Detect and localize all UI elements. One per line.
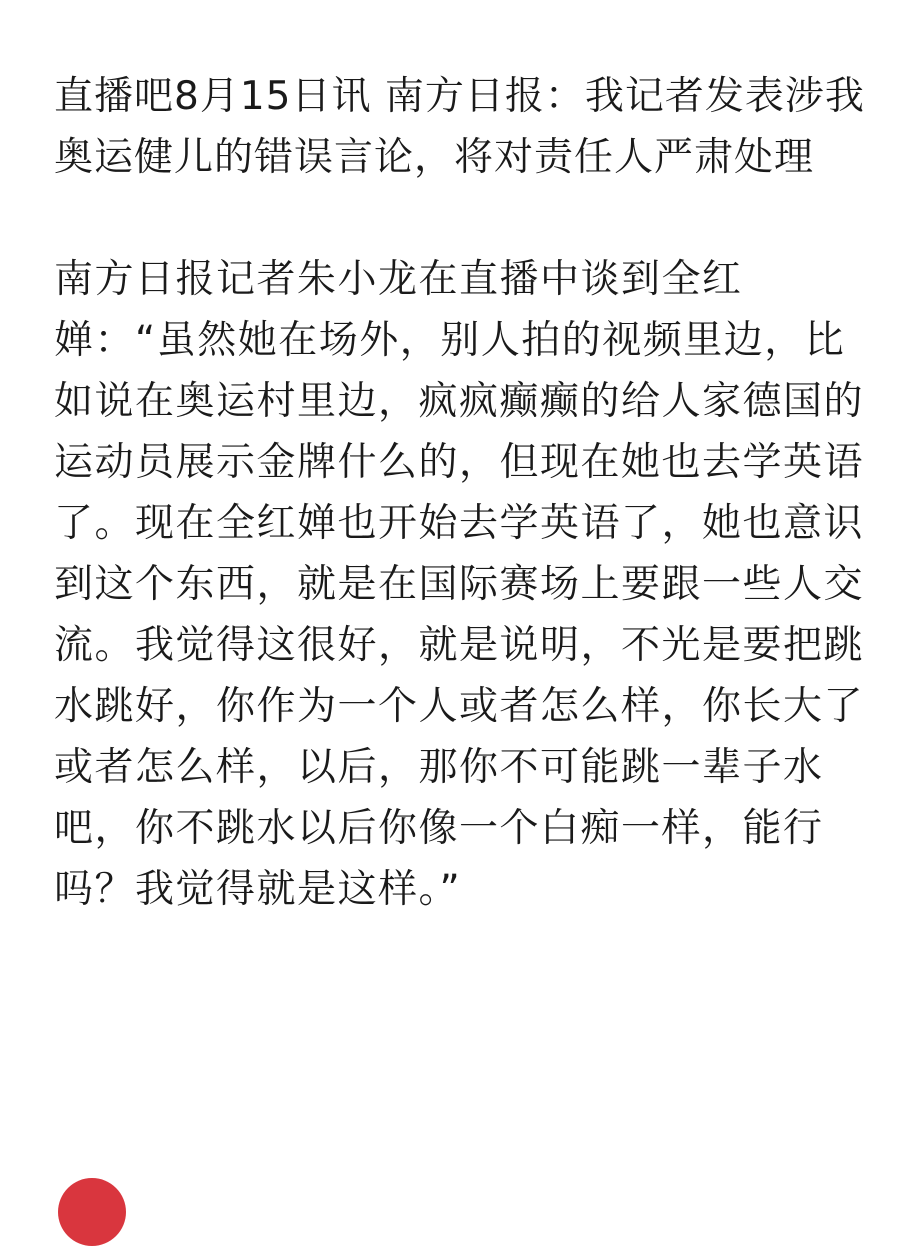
article-headline: 直播吧8月15日讯 南方日报：我记者发表涉我奥运健儿的错误言论，将对责任人严肃处理 bbox=[54, 74, 865, 180]
article-body: 南方日报记者朱小龙在直播中谈到全红婵：“虽然她在场外，别人拍的视频里边，比如说在奥运村里边，疯疯癫癫的给人家德国的运动员展示金牌什么的，但现在她也去学英语了。现在全红婵也开始去学英语了，她也意识到这个东西，就是在国际赛场上要跟一些人交流。我觉得这很好，就是说明，不光是要把跳水跳好，你作为一个人或者怎么样，你长大了或者怎么样，以后，那你不可能跳一辈子水吧，你不跳水以后你像一个白痴一样，能行吗？我觉得就是这样。” bbox=[54, 257, 865, 912]
article-content bbox=[54, 66, 874, 920]
avatar[interactable] bbox=[58, 1178, 126, 1246]
